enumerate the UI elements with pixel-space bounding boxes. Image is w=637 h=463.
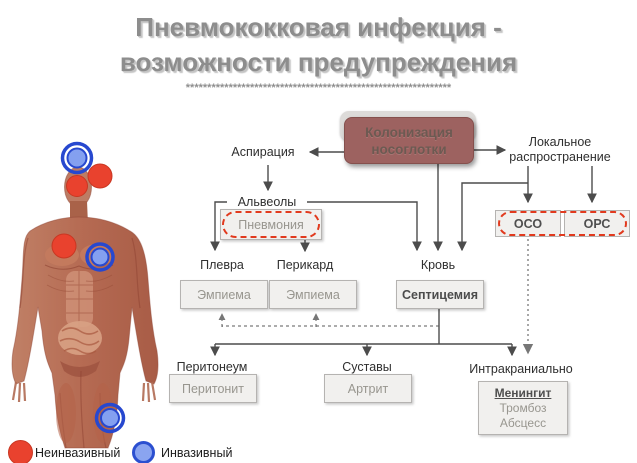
- thrombosis-label: Тромбоз: [499, 400, 547, 415]
- noninvasive-marker-lung: [52, 234, 76, 258]
- label-joints: Суставы: [342, 360, 392, 374]
- label-intracranial: Интракраниально: [469, 362, 573, 376]
- noninvasive-legend-label: Неинвазивный: [35, 445, 121, 460]
- local-spread-line1: Локальное: [528, 135, 592, 149]
- local-spread-line2: распространение: [509, 150, 611, 164]
- label-pericardium: Перикард: [276, 258, 334, 272]
- invasive-legend-icon: [132, 441, 155, 463]
- peritonitis-label: Перитонит: [181, 381, 245, 396]
- label-pleura: Плевра: [200, 258, 244, 272]
- invasive-legend-label: Инвазивный: [161, 445, 233, 460]
- invasive-marker-head: [63, 144, 92, 173]
- empyema-pericardium-label: Эмпиема: [286, 287, 340, 302]
- label-blood: Кровь: [420, 258, 456, 272]
- septicemia-label: Септицемия: [401, 287, 479, 302]
- label-peritoneum: Перитонеум: [176, 360, 248, 374]
- noninvasive-marker-sinus: [67, 176, 88, 197]
- pneumonia-label: Пневмония: [238, 217, 304, 232]
- ors-label: ОРС: [583, 216, 611, 231]
- colonization-line2: носоглотки: [371, 141, 447, 157]
- legend-invasive: [132, 441, 232, 463]
- noninvasive-legend-icon: [8, 440, 33, 463]
- colonization-line1: Колонизация: [365, 124, 453, 140]
- empyema-pleura-label: Эмпиема: [197, 287, 251, 302]
- title-underline-ornament: **************************************************************: [185, 82, 452, 94]
- noninvasive-marker-ear: [88, 164, 112, 188]
- arthritis-label: Артрит: [347, 381, 389, 396]
- label-alveoli: Альвеолы: [227, 195, 307, 210]
- invasive-marker-chest: [87, 244, 113, 270]
- abscess-label: Абсцесс: [499, 415, 547, 430]
- invasive-marker-knee: [97, 405, 124, 432]
- title-line2: возможности предупреждения: [119, 47, 518, 77]
- oso-label: ОСО: [513, 216, 543, 231]
- label-aspiration: Аспирация: [231, 145, 295, 159]
- title-line1: Пневмококковая инфекция -: [135, 12, 502, 42]
- legend-noninvasive: [8, 440, 120, 463]
- meningitis-label: Менингит: [494, 385, 552, 400]
